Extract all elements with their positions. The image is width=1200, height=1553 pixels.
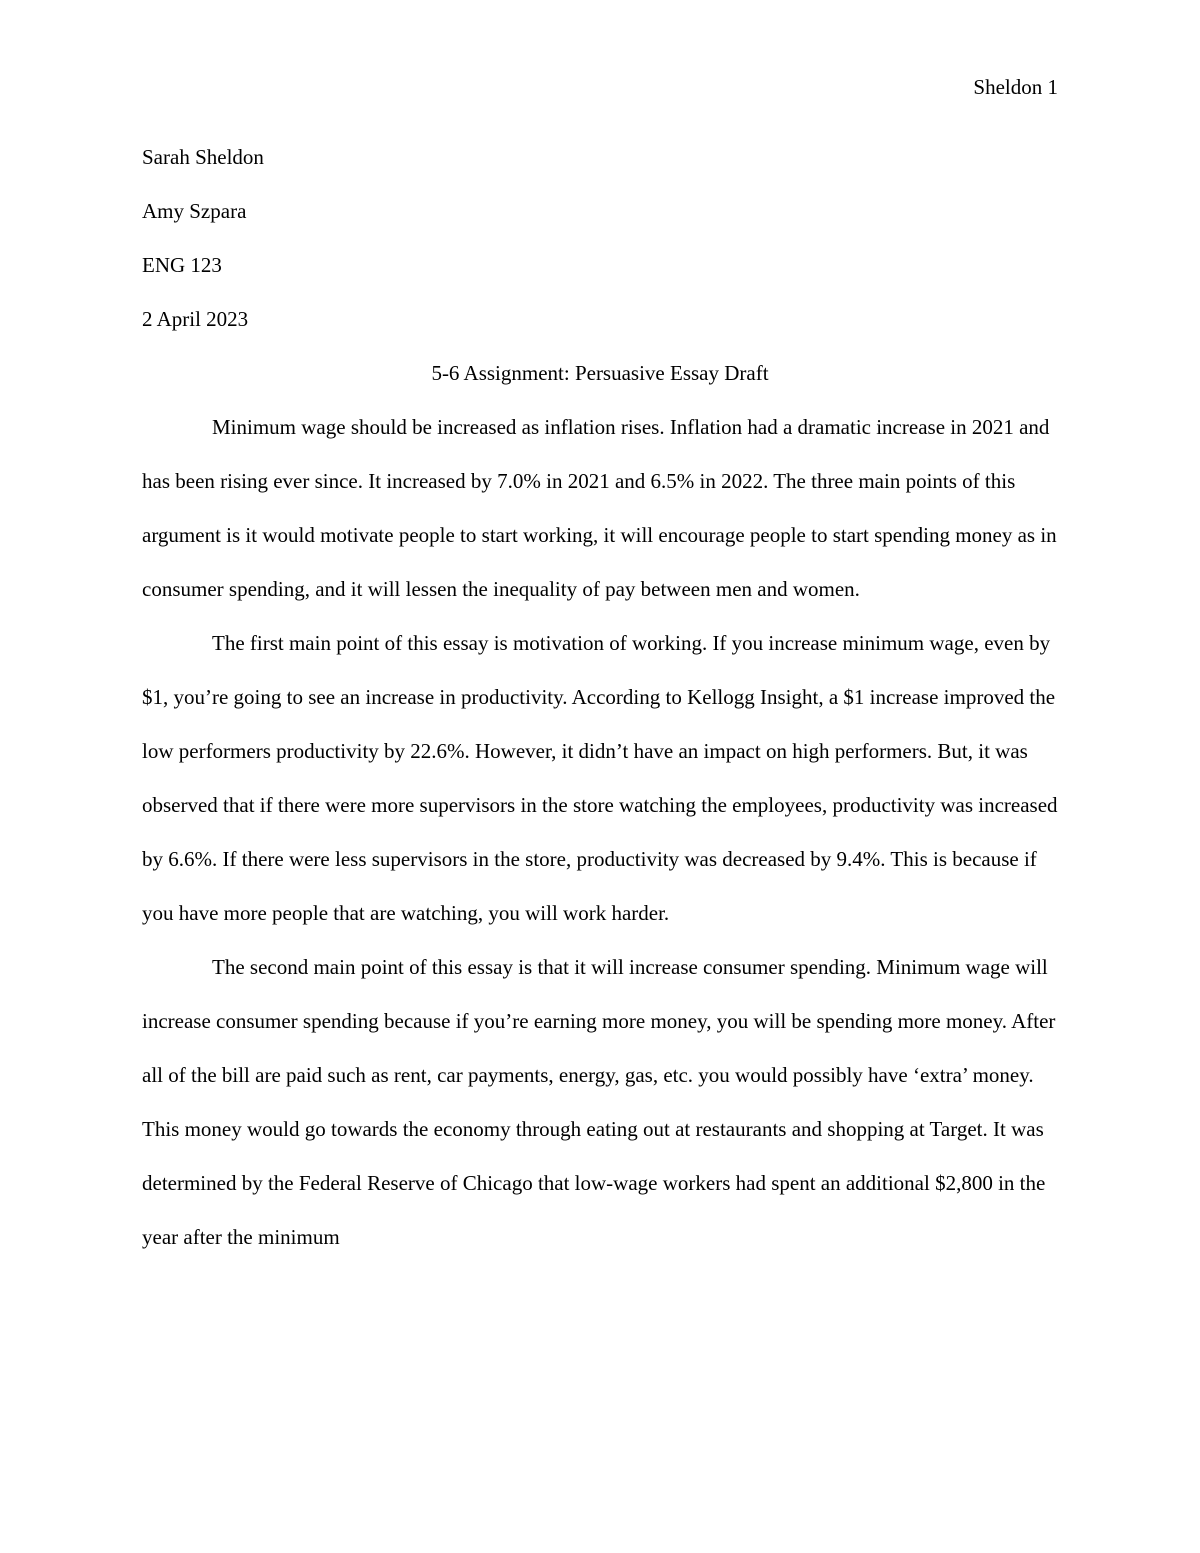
essay-body [142,130,1058,1264]
paragraph-consumer-spending: The second main point of this essay is that it will increase consumer spending. Minimum wage will increase consumer spending because if you’re earning more money, you will be spending more money. After all of the bill are paid such as rent, car payments, energy, gas, etc. you would possibly have ‘extra’ money. This money would go towards the economy through eating out at restaurants and shopping at Target. It was determined by the Federal Reserve of Chicago that low-wage workers had spent an additional $2,800 in the year after the minimum [142,955,1056,1249]
paragraph-motivation: The first main point of this essay is motivation of working. If you increase minimum wage, even by $1, you’re going to see an increase in productivity. According to Kellogg Insight, a $1 increase improved the low performers productivity by 22.6%. However, it didn’t have an impact on high performers. But, it was observed that if there were more supervisors in the store watching the employees, productivity was increased by 6.6%. If there were less supervisors in the store, productivity was decreased by 9.4%. This is because if you have more people that are watching, you will work harder. [142,631,1058,925]
running-header: Sheldon 1 [973,75,1058,99]
essay-title: 5-6 Assignment: Persuasive Essay Draft [431,361,769,385]
essay-date: 2 April 2023 [142,307,249,331]
student-name: Sarah Sheldon [142,145,264,169]
paragraph-intro: Minimum wage should be increased as inflation rises. Inflation had a dramatic increase in 2021 and has been rising ever since. It increased by 7.0% in 2021 and 6.5% in 2022. The three main points of this argument is it would motivate people to start working, it will encourage people to start spending money as in consumer spending, and it will lessen the inequality of pay between men and women. [142,415,1057,601]
course-name: ENG 123 [142,253,222,277]
instructor-name: Amy Szpara [142,199,247,223]
